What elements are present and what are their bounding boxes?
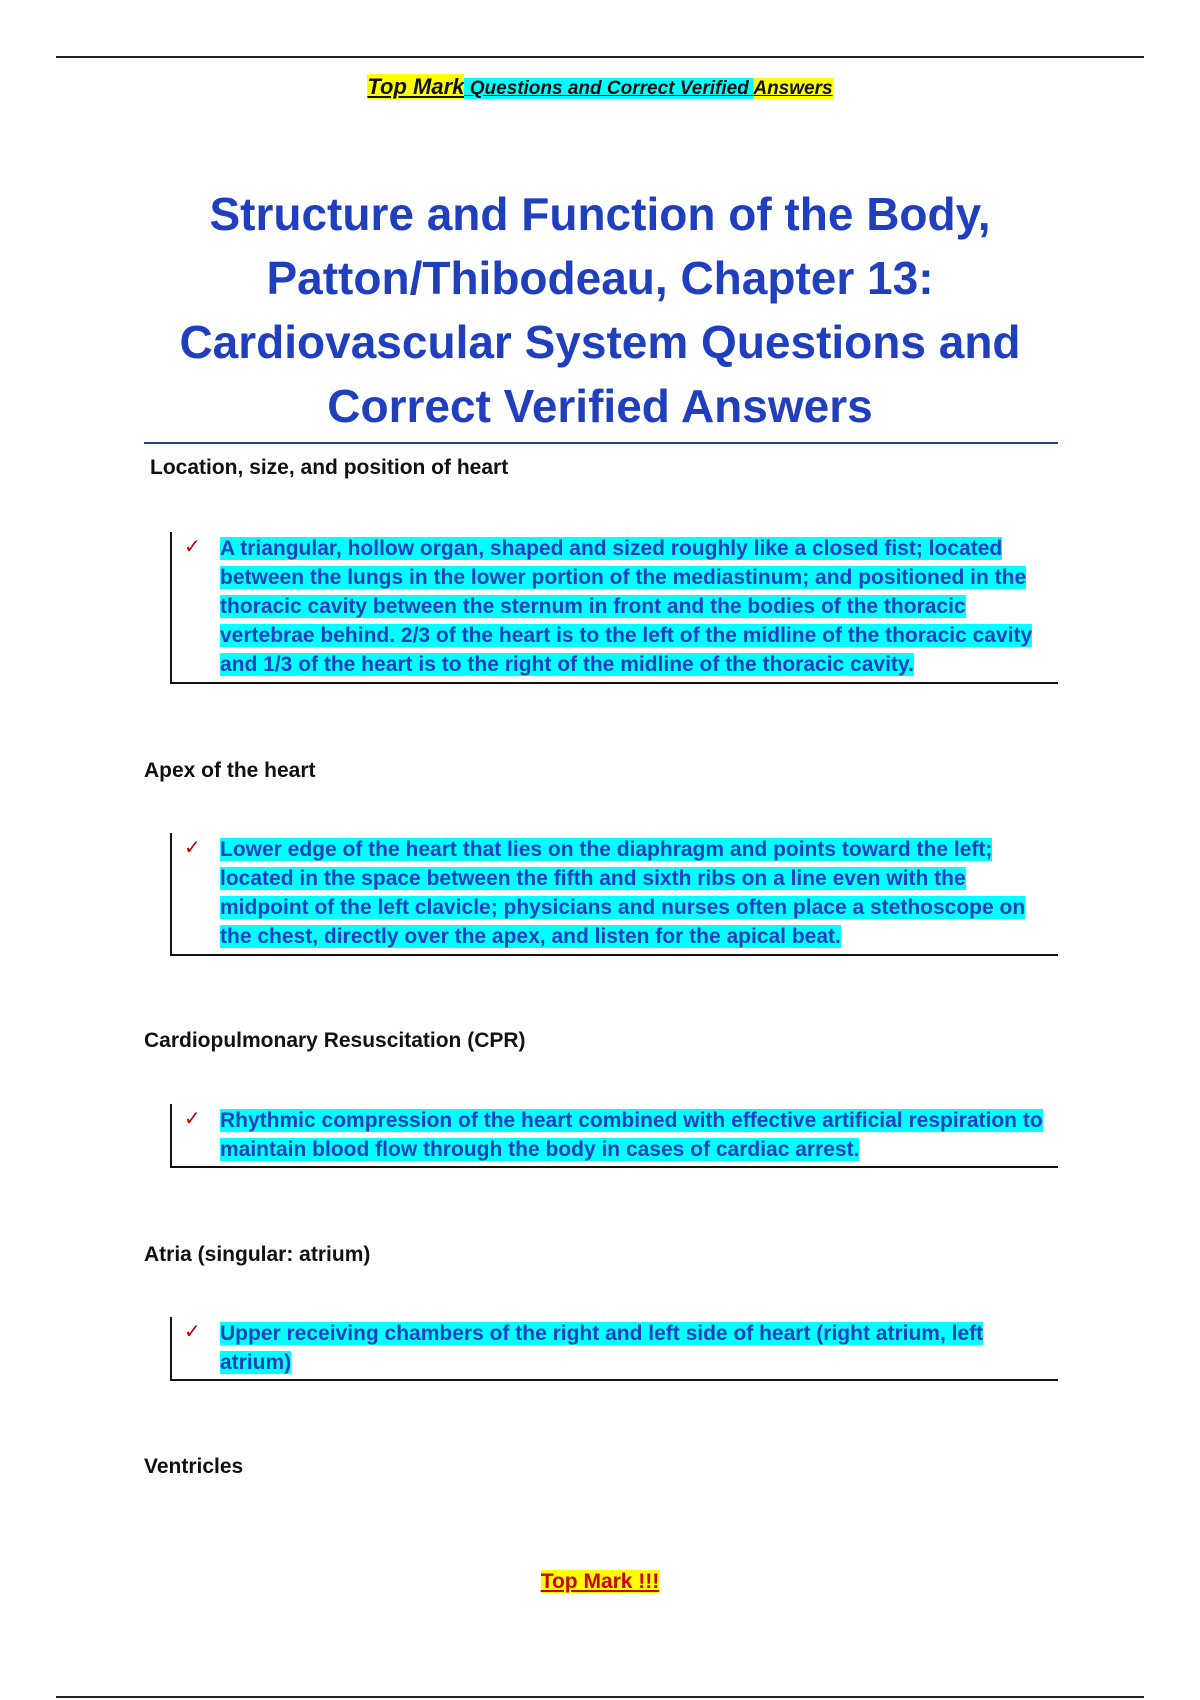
answer-text xyxy=(220,835,1050,951)
question-label: Location, size, and position of heart xyxy=(150,456,509,479)
footer-mark xyxy=(0,1570,1200,1594)
checkmark-icon: ✓ xyxy=(184,1108,201,1130)
header-banner xyxy=(0,74,1200,100)
header-brand: Top Mark xyxy=(367,74,465,99)
checkmark-icon: ✓ xyxy=(184,536,201,558)
answer-box xyxy=(170,1317,1058,1381)
answer-text xyxy=(220,1319,1050,1377)
title-underline xyxy=(144,442,1058,444)
answer-box xyxy=(170,532,1058,684)
top-rule xyxy=(56,56,1144,58)
answer-highlight: A triangular, hollow organ, shaped and sized roughly like a closed fist; located between the lungs in the lower portion of the mediastinum; and positioned in the thoracic cavity between the sternum in front and the bodies of the thoracic vertebrae behind. 2/3 of the heart is to the left of the midline of the thoracic cavity and 1/3 of the heart is to the right of the midline of the thoracic cavity. xyxy=(220,537,1033,676)
answer-text xyxy=(220,534,1050,679)
qa-item-1 xyxy=(144,456,1058,676)
header-subtitle xyxy=(464,78,753,99)
qa-item-4 xyxy=(144,1243,1058,1374)
answer-highlight: Upper receiving chambers of the right and left side of heart (right atrium, left atrium) xyxy=(220,1322,984,1374)
answer-highlight: Rhythmic compression of the heart combined with effective artificial respiration to maintain blood flow through the body in cases of cardiac arrest. xyxy=(220,1109,1043,1161)
question-label: Ventricles xyxy=(144,1455,244,1478)
answer-highlight: Lower edge of the heart that lies on the diaphragm and points toward the left; located in the space between the fifth and sixth ribs on a line even with the midpoint of the left clavicle; physicians and nurses often place a stethoscope on the chest, directly over the apex, and listen for the apical beat. xyxy=(220,838,1026,948)
bottom-rule xyxy=(56,1696,1144,1698)
footer-mark-text: Top Mark !!! xyxy=(540,1570,660,1593)
qa-item-5 xyxy=(144,1455,1058,1479)
qa-item-2 xyxy=(144,759,1058,948)
answer-box xyxy=(170,1104,1058,1168)
answer-box xyxy=(170,833,1058,956)
document-title: Structure and Function of the Body, Patton/Thibodeau, Chapter 13: Cardiovascular System Questions and Correct Verified Answers xyxy=(179,188,1021,432)
question-label: Cardiopulmonary Resuscitation (CPR) xyxy=(144,1029,526,1052)
checkmark-icon: ✓ xyxy=(184,1321,201,1343)
qa-item-3 xyxy=(144,1029,1058,1161)
question-label: Apex of the heart xyxy=(144,759,316,782)
header-subtitle-a: Questions and Correct Verified xyxy=(469,78,749,99)
header-subtitle-b: Answers xyxy=(753,78,833,99)
answer-text xyxy=(220,1106,1050,1164)
question-label: Atria (singular: atrium) xyxy=(144,1243,371,1266)
checkmark-icon: ✓ xyxy=(184,837,201,859)
